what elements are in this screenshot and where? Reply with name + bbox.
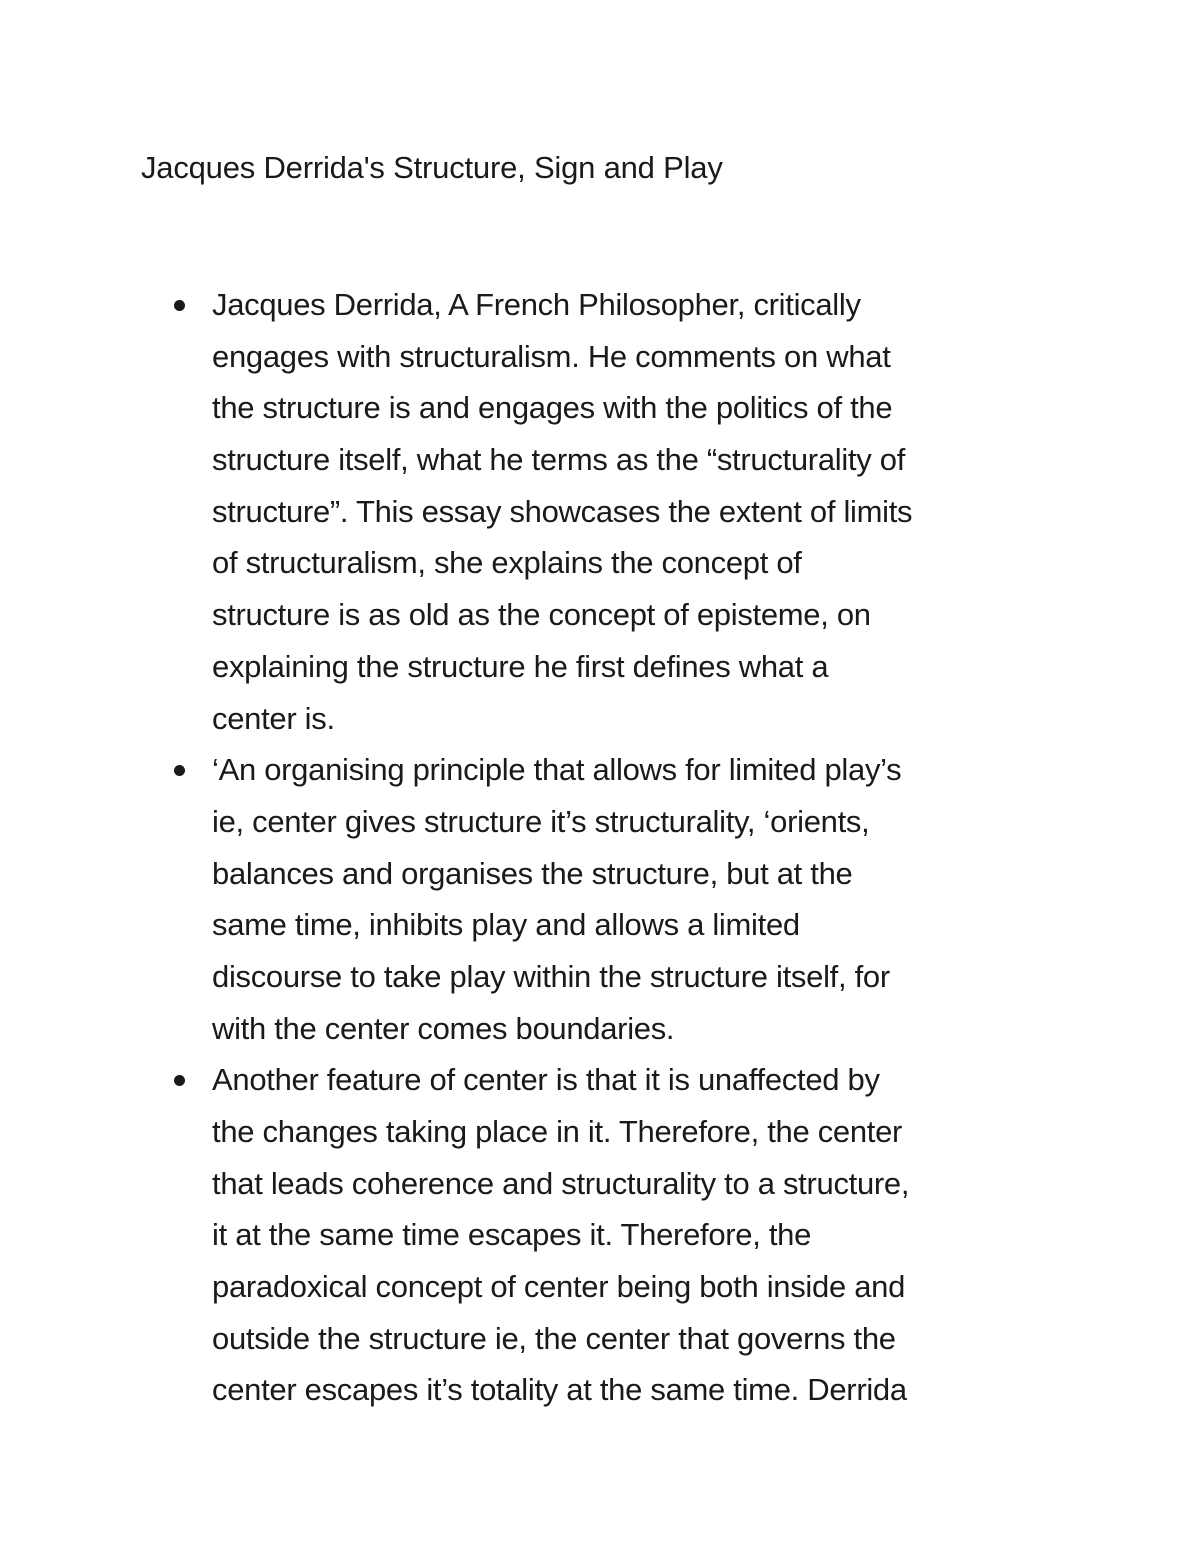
text-line: same time, inhibits play and allows a limited xyxy=(212,907,800,943)
text-line: Jacques Derrida, A French Philosopher, critically xyxy=(212,287,861,322)
text-line: structure itself, what he terms as the “structurality of xyxy=(212,442,906,478)
bullet-item xyxy=(0,279,1112,744)
text-line: of structuralism, she explains the concept of xyxy=(212,545,802,581)
text-line: outside the structure ie, the center that governs the xyxy=(212,1320,896,1356)
text-line: the structure is and engages with the politics of the xyxy=(212,390,893,426)
bullet-list xyxy=(0,279,1112,1416)
text-line: Another feature of center is that it is unaffected by xyxy=(212,1062,880,1098)
text-line: explaining the structure he first defines what a xyxy=(212,648,829,684)
text-line: with the center comes boundaries. xyxy=(212,1010,675,1046)
bullet-dot-icon xyxy=(174,765,185,776)
text-line: paradoxical concept of center being both inside and xyxy=(212,1269,906,1305)
text-line: structure”. This essay showcases the extent of limits xyxy=(212,493,913,529)
text-line: center escapes it’s totality at the same time. Derrida xyxy=(212,1372,907,1408)
text-line: ‘An organising principle that allows for limited play’s xyxy=(212,752,902,788)
text-line: the changes taking place in it. Therefore, the center xyxy=(212,1114,903,1149)
bullet-dot-icon xyxy=(174,300,185,311)
text-line: it at the same time escapes it. Therefore, the xyxy=(212,1217,812,1253)
bullet-item xyxy=(0,1054,1112,1416)
text-line: that leads coherence and structurality to a structure, xyxy=(212,1165,910,1201)
text-line: balances and organises the structure, but at the xyxy=(212,855,853,891)
text-line: discourse to take play within the structure itself, for xyxy=(212,958,890,994)
text-line: center is. xyxy=(212,700,335,736)
text-line: structure is as old as the concept of episteme, on xyxy=(212,597,871,633)
text-line: engages with structuralism. He comments on what xyxy=(212,338,891,374)
document-title: Jacques Derrida's Structure, Sign and Play xyxy=(141,150,723,185)
text-line: ie, center gives structure it’s structurality, ‘orients, xyxy=(212,803,870,839)
bullet-item xyxy=(0,744,1112,1054)
bullet-dot-icon xyxy=(174,1075,185,1086)
